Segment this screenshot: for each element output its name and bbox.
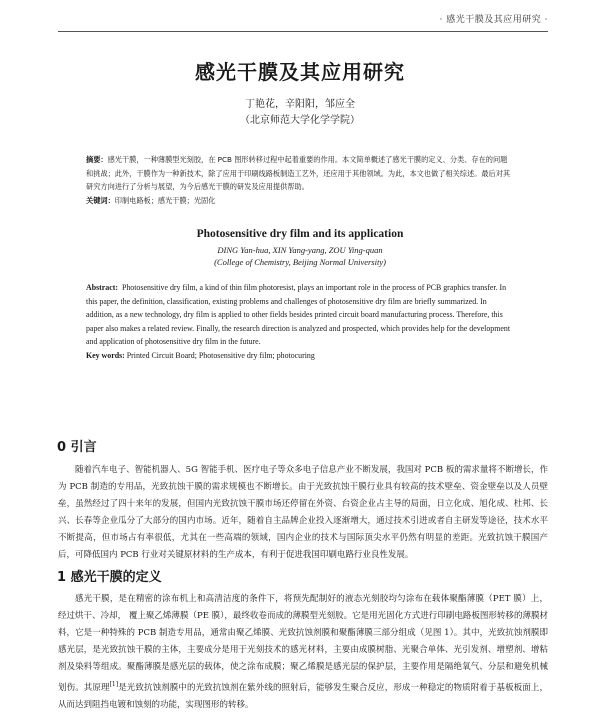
en-keywords-label: Key words: xyxy=(86,350,125,360)
en-affiliation: (College of Chemistry, Beijing Normal University) xyxy=(214,257,386,267)
section-1-text-b: 是光致抗蚀剂膜中的光致抗蚀剂在紫外线的照射后，能够发生聚合反应，形成一种稳定的物质附着于基板板面上，从而达到阻挡电镀和蚀刻的功能，实现图形的转移。 xyxy=(58,682,548,710)
en-abstract xyxy=(86,281,514,362)
authors: 丁艳花，辛阳阳，邹应全 xyxy=(245,99,355,110)
cn-abstract-text: 感光干膜，一种薄膜型光刻胶，在 PCB 图形转移过程中起着重要的作用。本文简单概述了感光干膜的定义、分类、存在的问题和挑战；此外，干膜作为一种新技术，除了应用于印刷线路板制造工艺外，还应用于其他领域。为此，本文也做了相关综述。最后对其研究方向进行了分析与展望，为今后感光干膜的研发及应用提供帮助。 xyxy=(86,155,511,191)
cn-keywords: 印制电路板；感光干膜；光固化 xyxy=(114,195,216,205)
section-1-paragraph xyxy=(58,591,548,714)
paper-title: 感光干膜及其应用研究 xyxy=(195,60,405,84)
section-0-title: 0 引言 xyxy=(57,440,97,455)
section-0-paragraph: 随着汽车电子、智能机器人、5G 智能手机、医疗电子等众多电子信息产业不断发展，我国对 PCB 板的需求量将不断增长，作为 PCB 制造的专用品，光致抗蚀干膜的需求规模也不断增长。由于光致抗蚀干膜行业具有较高的技术壁垒、资金壁垒以及人员壁垒，虽然经过了四十来年的发展，但国内光致抗蚀干膜市场还停留在外资、台资企业占主导的局面，日立化成、旭化成、杜邦、长兴、长春等企业瓜分了大部分的国内市场。近年，随着自主品牌企业投入逐渐增大，通过技术引进或者自主研发等途径，技术水平不断提高，但市场占有率很低，尤其在一些高端的领域，国内企业的技术与国际顶尖水平仍然有明显的差距。光致抗蚀干膜国产后，可降低国内 PCB 行业对关键原材料的生产成本，有利于促进我国印刷电路行业良性发展。 xyxy=(58,465,548,560)
section-1-title: 1 感光干膜的定义 xyxy=(57,570,162,585)
affiliation: （北京师范大学化学学院） xyxy=(240,115,360,126)
header-rule xyxy=(58,31,548,32)
citation-ref[interactable]: [1] xyxy=(109,681,119,688)
en-title: Photosensitive dry film and its application xyxy=(196,228,404,240)
cn-abstract-label: 摘要： xyxy=(86,155,108,164)
en-abstract-text: Photosensitive dry film, a kind of thin film photoresist, plays an important role in the process of PCB graphics transfer. In this paper, the definition, classification, existing problems and challenges of photosensitive dry film are briefly summarized. In addition, as a new technology, dry film is applied to other fields besides printed circuit board manufacturing process. Therefore, this paper also makes a related review. Finally, the research direction is analyzed and prospected, which provides help for the development and application of photosensitive dry film in the future. xyxy=(86,283,511,346)
running-header: · 感光干膜及其应用研究 · xyxy=(439,15,548,25)
cn-abstract xyxy=(86,153,514,207)
en-keywords: Printed Circuit Board; Photosensitive dry film; photocuring xyxy=(126,350,315,360)
section-1-text-a: 感光干膜，是在精密的涂布机上和高清洁度的条件下，将预先配制好的液态光刻胶均匀涂布在载体聚酯薄膜（PET 膜）上， 经过烘干、冷却， 覆上聚乙烯薄膜（PE 膜），最终收卷而成的薄膜型光刻胶。它是用光固化方式进行印刷电路板图形转移的薄膜材料，它是一种特殊的 PCB 制造专用品，通常由聚乙烯膜、光致抗蚀剂膜和聚酯薄膜三部分组成（见图 1）。其中，光致抗蚀剂膜即感光层，是光致抗蚀干膜的主体，主要成分是用于光刻技术的感光材料，主要由成膜树脂、光聚合单体、光引发剂、增塑剂、增粘剂及染料等组成。聚酯薄膜是感光层的载体，使之涂布成膜；聚乙烯膜是感光层的保护层，主要作用是隔绝氧气、分层和避免机械划伤。其原理 xyxy=(58,594,548,693)
en-abstract-label: Abstract: xyxy=(86,283,118,292)
en-authors: DING Yan-hua, XIN Yang-yang, ZOU Ying-quan xyxy=(217,245,383,255)
cn-keywords-label: 关键词： xyxy=(86,195,115,205)
